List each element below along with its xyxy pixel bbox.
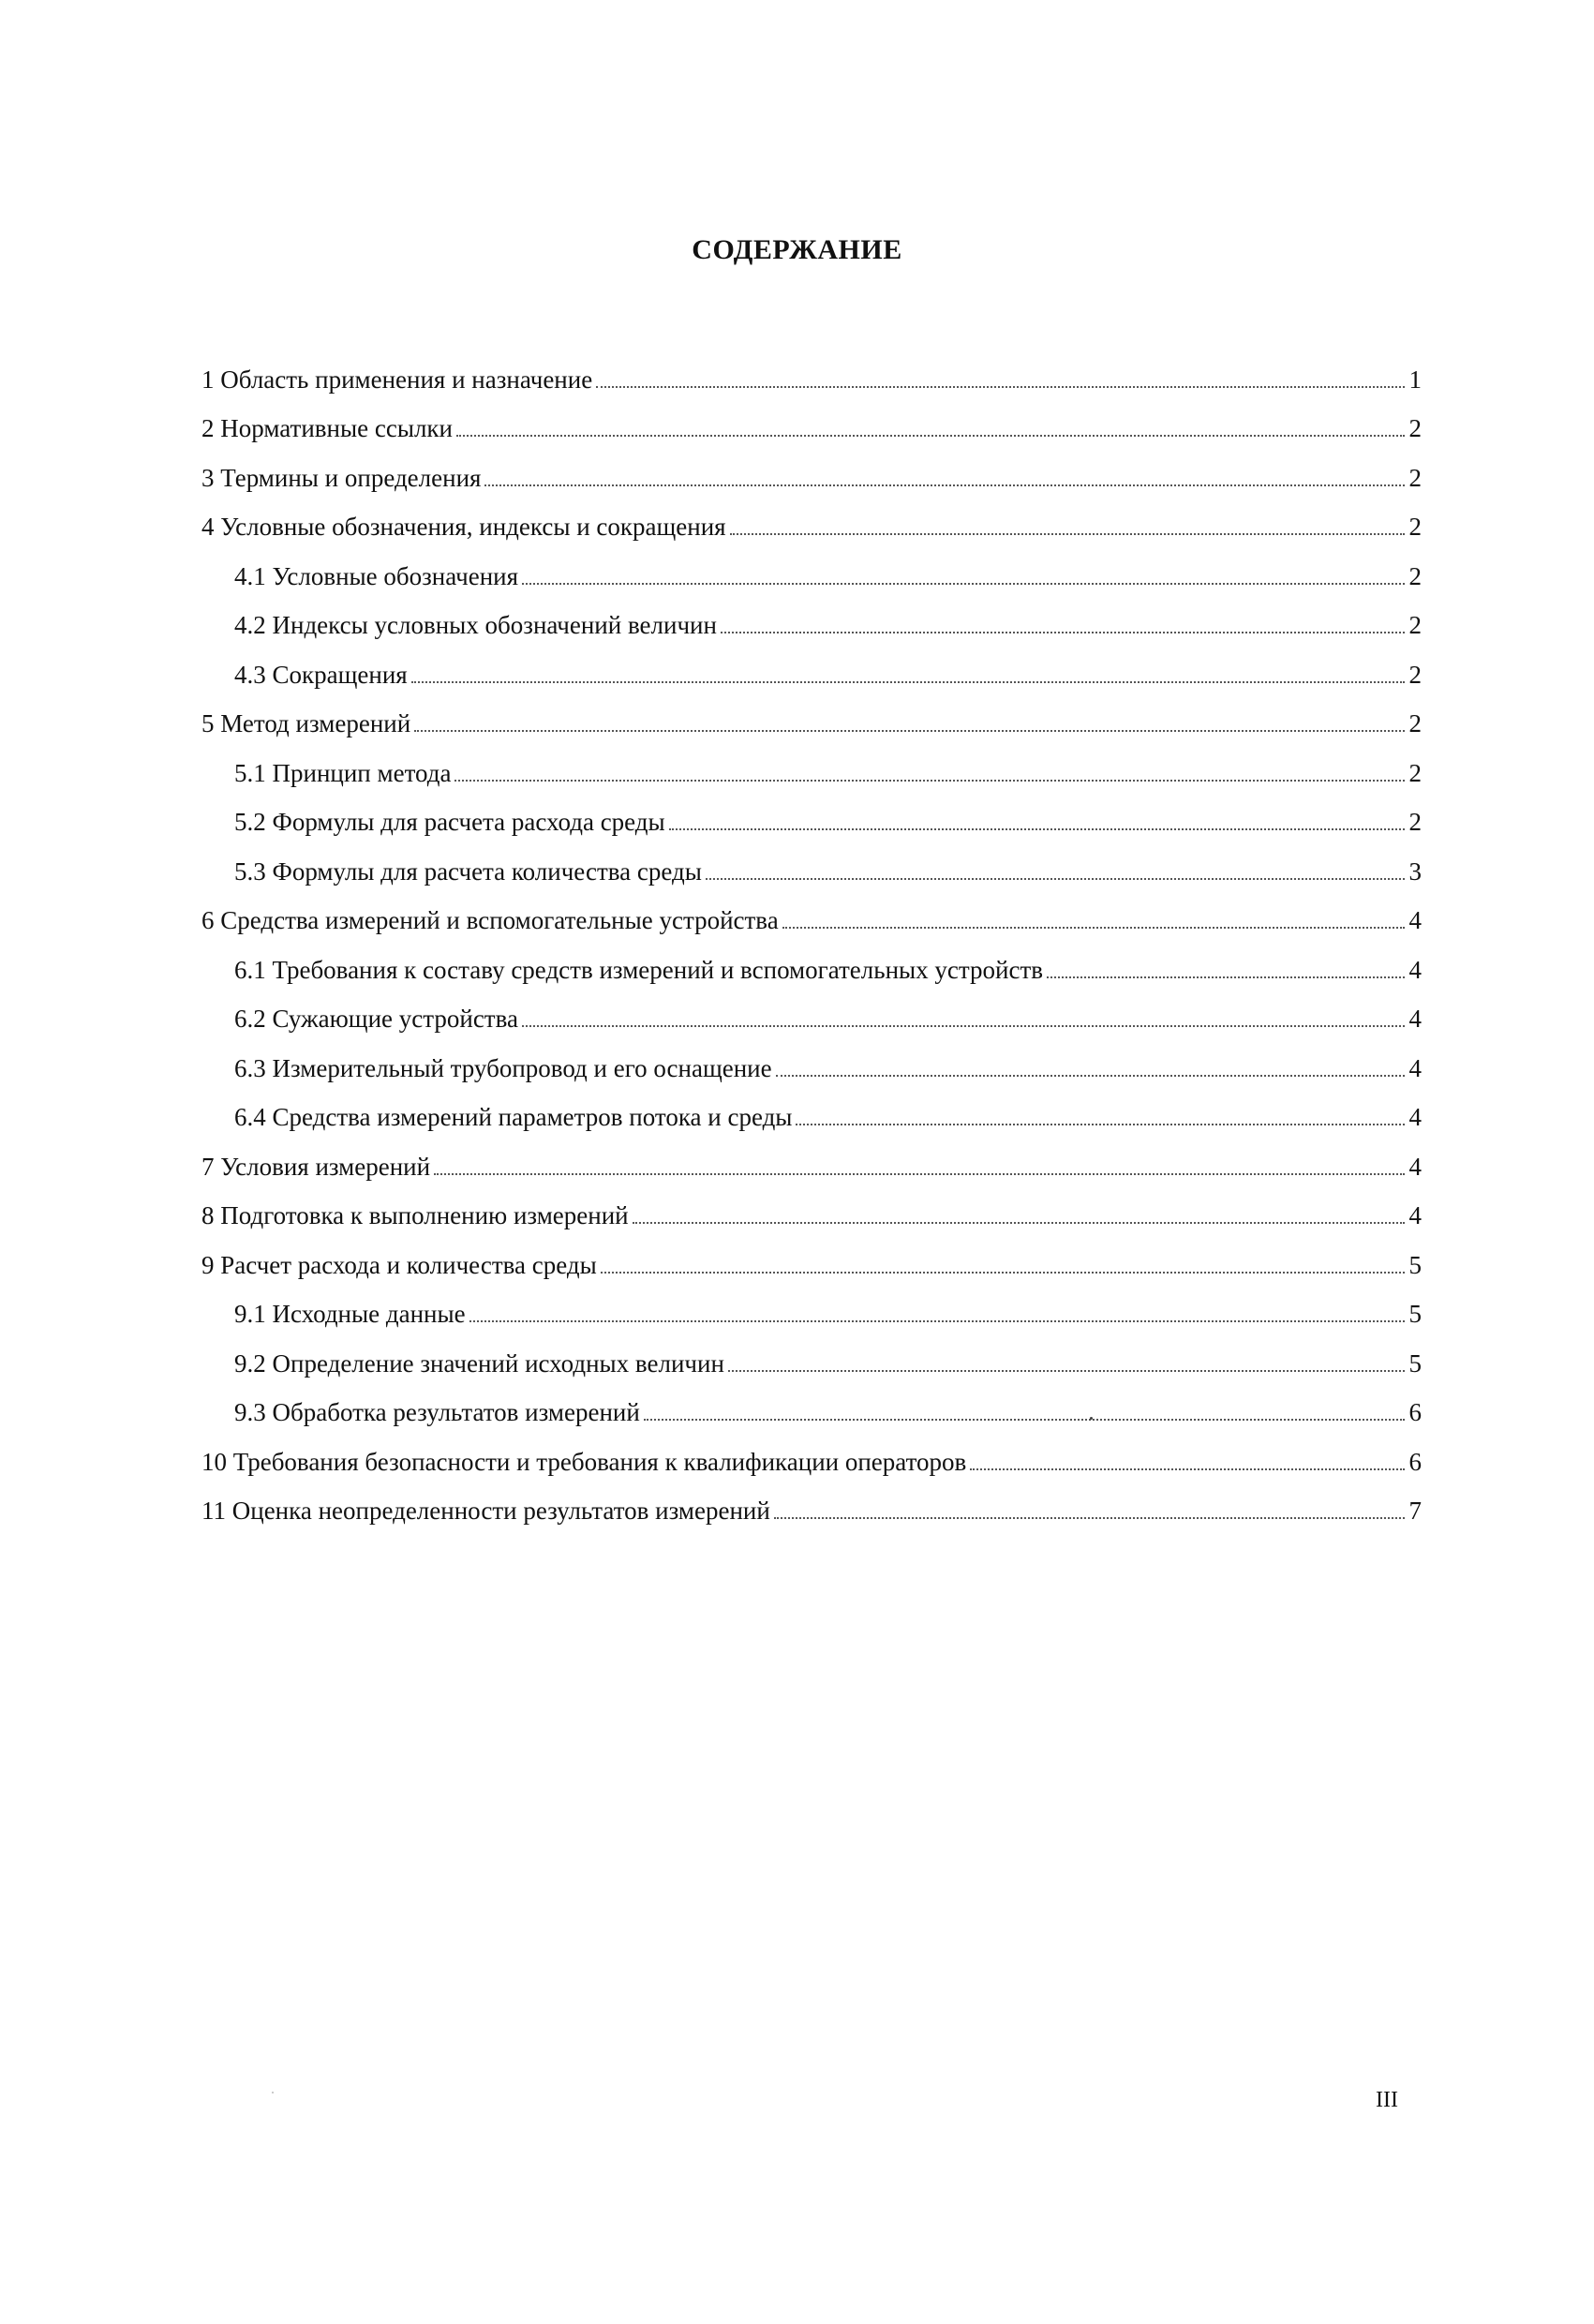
dot-leader: [601, 1272, 1405, 1274]
dot-leader: [970, 1468, 1405, 1470]
toc-entry-page: 2: [1408, 611, 1422, 639]
toc-entry[interactable]: [201, 349, 1422, 398]
toc-entry[interactable]: [201, 1136, 1422, 1185]
toc-entry-label: 4.3 Сокращения: [234, 660, 408, 689]
toc-entry-label: 4.1 Условные обозначения: [234, 561, 519, 590]
dot-leader: [484, 484, 1405, 486]
toc-entry[interactable]: [201, 1234, 1422, 1284]
toc-entry-label: 6 Средства измерений и вспомогательные устройства: [201, 906, 779, 934]
toc-entry-page: 5: [1408, 1300, 1422, 1328]
toc-entry-label: 2 Нормативные ссылки: [201, 414, 453, 442]
toc-entry-page: 2: [1408, 414, 1422, 442]
toc-entry[interactable]: [201, 1481, 1422, 1530]
toc-entry[interactable]: [201, 1037, 1422, 1087]
dot-leader: [434, 1173, 1405, 1175]
dot-leader: [774, 1517, 1405, 1519]
dot-leader: [782, 927, 1405, 929]
toc-entry[interactable]: [201, 1185, 1422, 1235]
dot-leader: [644, 1419, 1405, 1421]
toc-entry[interactable]: [201, 742, 1422, 792]
dot-leader: [414, 730, 1405, 732]
toc-entry-label: 1 Область применения и назначение: [201, 365, 593, 394]
toc-entry-label: 5.3 Формулы для расчета количества среды: [234, 857, 702, 886]
toc-entry[interactable]: [201, 1284, 1422, 1333]
scan-speck: [272, 2092, 274, 2093]
toc-entry-page: 4: [1408, 955, 1422, 984]
toc-entry-page: 7: [1408, 1497, 1422, 1525]
dot-leader: [706, 878, 1405, 880]
toc-entry-label: 9.2 Определение значений исходных величин: [234, 1348, 724, 1378]
scan-speck: [1090, 1417, 1093, 1420]
toc-entry[interactable]: [201, 1382, 1422, 1432]
toc-entry[interactable]: [201, 989, 1422, 1038]
toc-entry[interactable]: [201, 1333, 1422, 1382]
toc-entry-page: 4: [1408, 1103, 1422, 1131]
toc-entry-label: 9 Расчет расхода и количества среды: [201, 1250, 597, 1279]
dot-leader: [522, 1025, 1405, 1027]
toc-entry-label: 3 Термины и определения: [201, 463, 482, 492]
toc-entry-page: 2: [1408, 709, 1422, 737]
dot-leader: [728, 1370, 1405, 1372]
dot-leader: [730, 533, 1405, 535]
toc-entry[interactable]: [201, 595, 1422, 645]
toc-entry-page: 2: [1408, 463, 1422, 492]
toc-entry[interactable]: [201, 398, 1422, 448]
toc-entry[interactable]: [201, 792, 1422, 842]
toc-entry-label: 6.2 Сужающие устройства: [234, 1005, 518, 1033]
toc-entry[interactable]: [201, 644, 1422, 693]
toc-entry-label: 6.3 Измерительный трубопровод и его оснащение: [234, 1053, 772, 1082]
dot-leader: [633, 1222, 1405, 1224]
toc-entry[interactable]: [201, 693, 1422, 743]
toc-entry[interactable]: [201, 939, 1422, 989]
toc-entry-label: 7 Условия измерений: [201, 1152, 431, 1181]
toc-entry-page: 4: [1408, 1201, 1422, 1229]
dot-leader: [796, 1124, 1405, 1125]
dot-leader: [454, 780, 1405, 782]
toc-entry[interactable]: [201, 1431, 1422, 1481]
toc-entry-label: 9.1 Исходные данные: [234, 1300, 466, 1328]
toc-entry-label: 6.4 Средства измерений параметров потока и среды: [234, 1103, 793, 1131]
toc-entry[interactable]: [201, 497, 1422, 546]
toc-entry-label: 9.3 Обработка результатов измерений: [234, 1398, 640, 1426]
page-title: СОДЕРЖАНИЕ: [692, 234, 902, 265]
dot-leader: [522, 583, 1405, 585]
toc-entry[interactable]: [201, 545, 1422, 595]
toc-entry-page: 6: [1408, 1398, 1422, 1426]
toc-entry-label: 4.2 Индексы условных обозначений величин: [234, 611, 717, 639]
toc-entry-label: 4 Условные обозначения, индексы и сокращения: [201, 513, 726, 541]
page-number: III: [1376, 2088, 1398, 2112]
dot-leader: [776, 1075, 1405, 1077]
toc-entry-page: 4: [1408, 1053, 1422, 1082]
toc-entry-label: 6.1 Требования к составу средств измерений и вспомогательных устройств: [234, 955, 1043, 984]
toc-entry-label: 11 Оценка неопределенности результатов измерений: [201, 1497, 770, 1525]
dot-leader: [669, 828, 1405, 830]
toc-entry-label: 5 Метод измерений: [201, 709, 411, 737]
toc-entry-page: 1: [1408, 365, 1422, 394]
toc-entry-page: 5: [1408, 1250, 1422, 1279]
toc-entry-page: 2: [1408, 758, 1422, 787]
toc-entry-label: 5.1 Принцип метода: [234, 758, 452, 787]
toc-entry-label: 10 Требования безопасности и требования к квалификации операторов: [201, 1447, 967, 1476]
toc-entry[interactable]: [201, 890, 1422, 940]
toc-entry[interactable]: [201, 1087, 1422, 1137]
toc-entry-page: 2: [1408, 561, 1422, 590]
toc-entry-page: 2: [1408, 660, 1422, 689]
toc-entry[interactable]: [201, 841, 1422, 890]
toc-entry-page: 4: [1408, 906, 1422, 934]
table-of-contents: [201, 349, 1422, 1529]
dot-leader: [721, 632, 1405, 633]
toc-entry-page: 4: [1408, 1152, 1422, 1181]
dot-leader: [596, 386, 1405, 388]
toc-entry-label: 8 Подготовка к выполнению измерений: [201, 1201, 629, 1229]
toc-entry-page: 5: [1408, 1348, 1422, 1378]
dot-leader: [1047, 976, 1405, 978]
dot-leader: [456, 435, 1405, 437]
toc-entry-page: 3: [1408, 857, 1422, 886]
dot-leader: [469, 1320, 1405, 1322]
toc-entry-page: 4: [1408, 1005, 1422, 1033]
dot-leader: [411, 681, 1405, 683]
toc-entry-label: 5.2 Формулы для расчета расхода среды: [234, 808, 665, 836]
toc-entry-page: 2: [1408, 808, 1422, 836]
toc-entry-page: 2: [1408, 513, 1422, 541]
toc-entry[interactable]: [201, 447, 1422, 497]
toc-entry-page: 6: [1408, 1447, 1422, 1476]
